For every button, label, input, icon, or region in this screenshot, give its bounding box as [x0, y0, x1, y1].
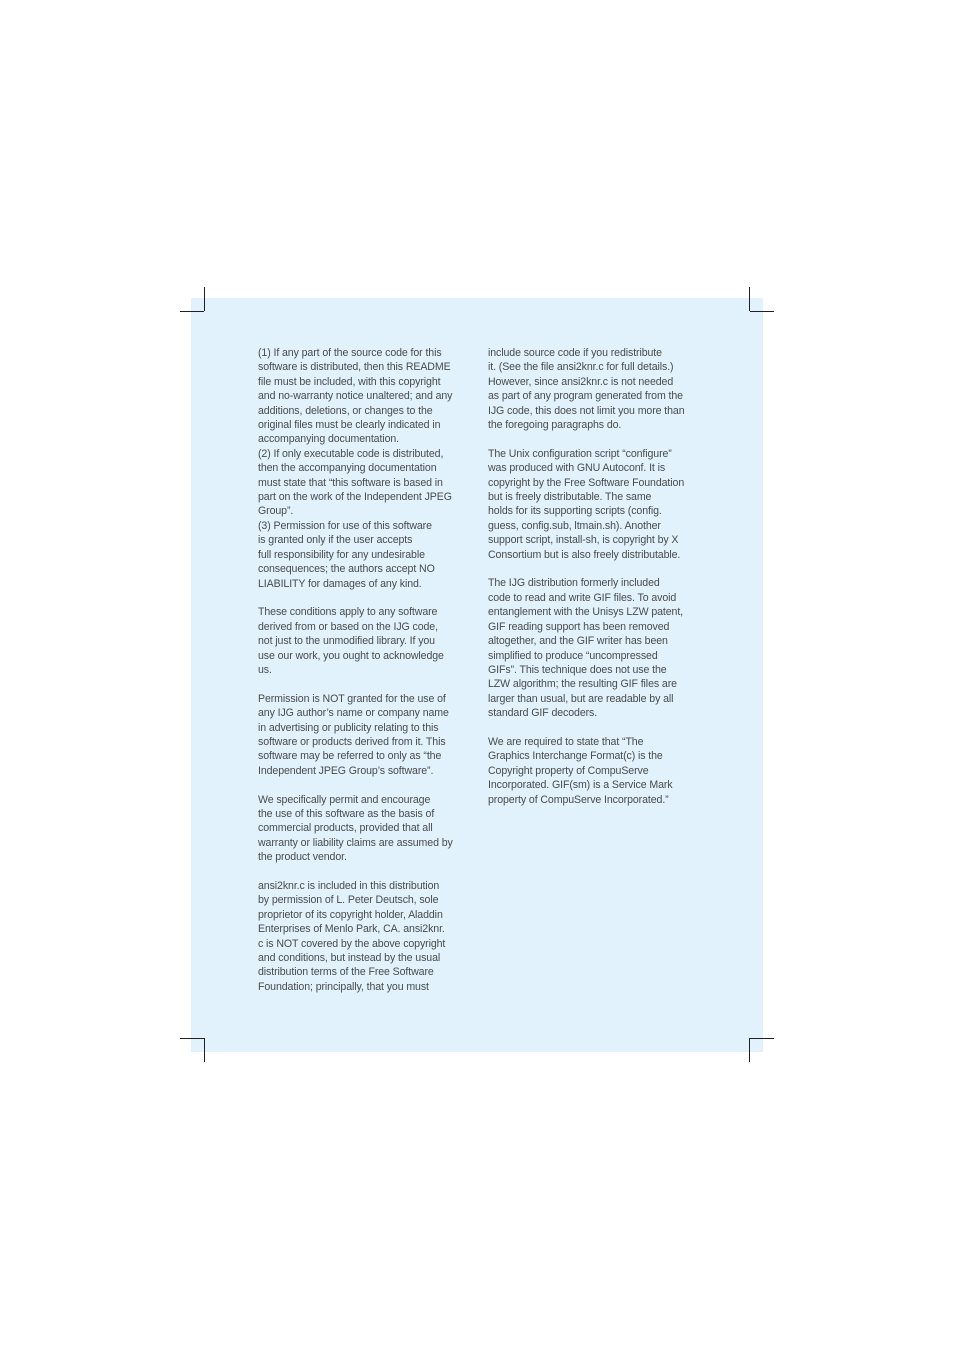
- left-text-column: [258, 346, 470, 994]
- crop-mark-bottom-right-horizontal: [750, 1038, 774, 1039]
- paragraph-ansi2knr: ansi2knr.c is included in this distribution by permission of L. Peter Deutsch, sole proprietor of its copyright holder, Aladdin Enterprises of Menlo Park, CA. ansi2knr. c is NOT covered by the above copyright and conditions, but instead by the usual distribution terms of the Free Software Foundation; principally, that you must: [258, 879, 446, 993]
- paragraph-executable-condition: (2) If only executable code is distributed, then the accompanying documentation must state that “this software is based in part on the work of the Independent JPEG Group”.: [258, 447, 452, 518]
- crop-mark-bottom-left-vertical: [204, 1038, 205, 1062]
- crop-mark-bottom-right-vertical: [749, 1038, 750, 1062]
- paragraph-liability-condition: (3) Permission for use of this software is granted only if the user accepts full responsibility for any undesirable consequences; the authors accept NO LIABILITY for damages of any kind.: [258, 519, 435, 590]
- paragraph-gif-trademark: We are required to state that “The Graphics Interchange Format(c) is the Copyright property of CompuServe Incorporated. GIF(sm) is a Service Mark property of CompuServe Incorporated.”: [488, 735, 673, 806]
- right-text-column: [488, 346, 702, 807]
- crop-mark-top-left-vertical: [204, 287, 205, 311]
- paragraph-gif-support: The IJG distribution formerly included code to read and write GIF files. To avoid entanglement with the Unisys LZW patent, GIF reading support has been removed altogether, and the GIF writer has been simplified to produce “uncompressed GIFs”. This technique does not use the LZW algorithm; the resulting GIF files are larger than usual, but are readable by all standard GIF decoders.: [488, 577, 684, 720]
- paragraph-conditions-apply: These conditions apply to any software derived from or based on the IJG code, not just to the unmodified library. If you use our work, you ought to acknowledge us.: [258, 606, 444, 676]
- crop-mark-top-right-vertical: [749, 287, 750, 311]
- paragraph-readme-condition: (1) If any part of the source code for this software is distributed, then this README file must be included, with this copyright and no-warranty notice unaltered; and any additions, deletions, or changes to the original files must be clearly indicated in accompanying documentation.: [258, 347, 453, 446]
- paragraph-name-permission: Permission is NOT granted for the use of any IJG author’s name or company name in advertising or publicity relating to this software or products derived from it. This software may be referred to only as “the Independent JPEG Group’s software”.: [258, 692, 449, 777]
- paragraph-commercial-use: We specifically permit and encourage the use of this software as the basis of commercial products, provided that all warranty or liability claims are assumed by the product vendor.: [258, 793, 453, 864]
- crop-mark-top-right-horizontal: [750, 311, 774, 312]
- crop-mark-top-left-horizontal: [180, 311, 204, 312]
- paragraph-ansi2knr-continued: include source code if you redistribute it. (See the file ansi2knr.c for full details.) However, since ansi2knr.c is not needed as part of any program generated from the IJG code, this does not limit you more than the foregoing paragraphs do.: [488, 347, 685, 432]
- paragraph-configure-script: The Unix configuration script “configure” was produced with GNU Autoconf. It is copyright by the Free Software Foundation but is freely distributable. The same holds for its supporting scripts (config. guess, config.sub, ltmain.sh). Another support script, install-sh, is copyright by X Consortium but is also freely distributable.: [488, 447, 685, 561]
- crop-mark-bottom-left-horizontal: [180, 1038, 204, 1039]
